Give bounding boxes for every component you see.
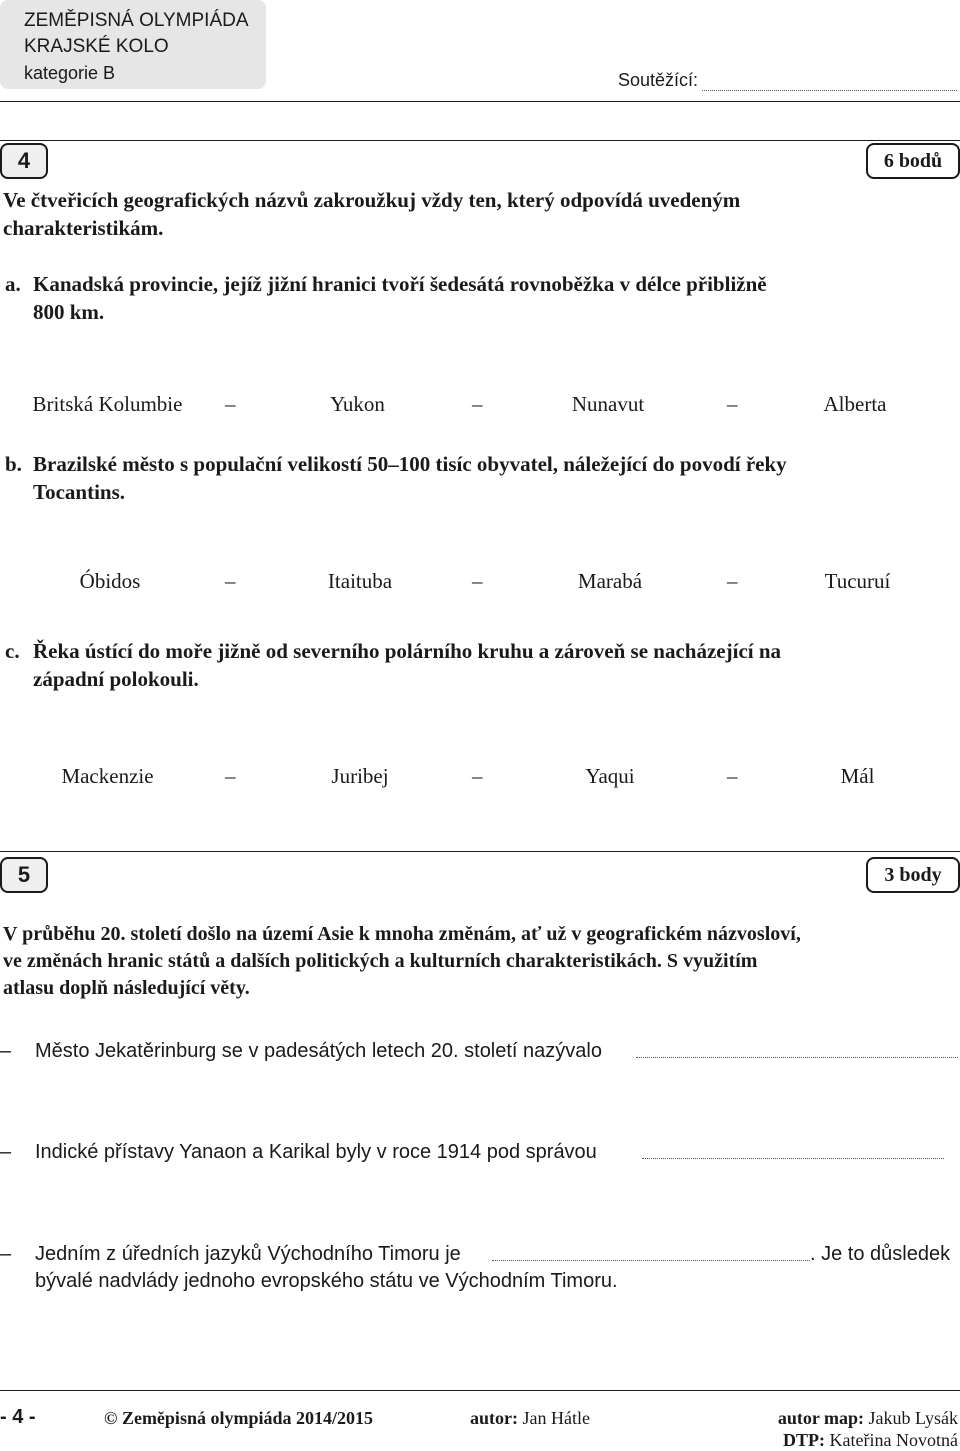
task4a-dash-1: – bbox=[225, 392, 236, 416]
task4c-text-1: Řeka ústící do moře jižně od severního polárního kruhu a zároveň se nacházející na bbox=[33, 639, 782, 663]
task4b-dash-3: – bbox=[727, 569, 738, 593]
task4b-option-2[interactable]: Itaituba bbox=[327, 569, 393, 593]
task4-rule bbox=[0, 140, 960, 141]
task4a-option-3[interactable]: Nunavut bbox=[571, 392, 645, 416]
task5-number: 5 bbox=[0, 857, 48, 893]
footer-maps-author: Jakub Lysák bbox=[868, 1408, 958, 1428]
task5-points: 3 body bbox=[866, 857, 960, 893]
task4b-option-4[interactable]: Tucuruí bbox=[824, 569, 891, 593]
task5-item1-answer-field[interactable] bbox=[636, 1057, 958, 1058]
task4-instruction-2: charakteristikám. bbox=[3, 216, 164, 240]
task4a-text-1: Kanadská provincie, jejíž jižní hranici tvoří šedesátá rovnoběžka v délce přibližně bbox=[33, 272, 767, 296]
task5-rule bbox=[0, 851, 960, 852]
task4b-text-1: Brazilské město s populační velikostí 50–100 tisíc obyvatel, náležející do povodí řeky bbox=[33, 452, 787, 476]
task4c-dash-2: – bbox=[472, 764, 483, 788]
task4a-dash-2: – bbox=[472, 392, 483, 416]
task5-item2-dash: – bbox=[0, 1141, 12, 1163]
task4c-marker: c. bbox=[5, 639, 20, 663]
task5-item2-text: Indické přístavy Yanaon a Karikal byly v roce 1914 pod správou bbox=[35, 1141, 597, 1163]
task4-instruction-1: Ve čtveřicích geografických názvů zakroužkuj vždy ten, který odpovídá uvedeným bbox=[3, 188, 741, 212]
task5-item3-answer-field[interactable] bbox=[492, 1260, 810, 1261]
competitor-label: Soutěžící: bbox=[618, 70, 699, 90]
task4c-option-2[interactable]: Juribej bbox=[331, 764, 389, 788]
task4b-option-3[interactable]: Marabá bbox=[577, 569, 643, 593]
task4-number: 4 bbox=[0, 143, 48, 179]
task5-instruction-3: atlasu doplň následující věty. bbox=[3, 977, 250, 999]
task4c-option-1[interactable]: Mackenzie bbox=[61, 764, 154, 788]
task4c-option-4[interactable]: Mál bbox=[840, 764, 875, 788]
task4a-dash-3: – bbox=[727, 392, 738, 416]
header-title: ZEMĚPISNÁ OLYMPIÁDA bbox=[24, 10, 249, 31]
task4c-dash-3: – bbox=[727, 764, 738, 788]
footer-author-name: Jan Hátle bbox=[522, 1408, 590, 1428]
task5-item1-text: Město Jekatěrinburg se v padesátých letech 20. století nazývalo bbox=[35, 1040, 602, 1062]
header-rule bbox=[0, 101, 960, 102]
footer-dtp-author: Kateřina Novotná bbox=[829, 1430, 958, 1450]
competitor-name-field[interactable] bbox=[702, 90, 957, 91]
task4b-text-2: Tocantins. bbox=[33, 480, 126, 504]
task4a-text-2: 800 km. bbox=[33, 300, 105, 324]
task4a-option-1[interactable]: Britská Kolumbie bbox=[32, 392, 183, 416]
task4b-dash-1: – bbox=[225, 569, 236, 593]
task4a-option-4[interactable]: Alberta bbox=[823, 392, 887, 416]
task4a-option-2[interactable]: Yukon bbox=[330, 392, 385, 416]
task4c-dash-1: – bbox=[225, 764, 236, 788]
task4b-dash-2: – bbox=[472, 569, 483, 593]
footer-maps-label: autor map: bbox=[777, 1408, 864, 1428]
task5-instruction-1: V průběhu 20. století došlo na území Asie k mnoha změnám, ať už v geografickém názvosloví, bbox=[3, 923, 801, 945]
footer-author bbox=[470, 1408, 590, 1429]
task4b-option-1[interactable]: Óbidos bbox=[79, 569, 141, 593]
task4b-marker: b. bbox=[5, 452, 22, 476]
task4-points: 6 bodů bbox=[866, 143, 960, 179]
task5-instruction-2: ve změnách hranic států a dalších politických a kulturních charakteristikách. S využitím bbox=[3, 950, 758, 972]
footer-dtp bbox=[783, 1430, 958, 1451]
footer-maps bbox=[778, 1408, 958, 1429]
footer-copyright: © Zeměpisná olympiáda 2014/2015 bbox=[104, 1408, 373, 1428]
task4c-text-2: západní polokouli. bbox=[33, 667, 199, 691]
task5-item1-dash: – bbox=[0, 1040, 12, 1062]
task5-item3-after: . Je to důsledek bbox=[810, 1243, 951, 1265]
task5-item3-line2: bývalé nadvlády jednoho evropského státu ve Východním Timoru. bbox=[35, 1270, 618, 1292]
task4a-marker: a. bbox=[5, 272, 21, 296]
footer-author-label: autor: bbox=[470, 1408, 518, 1428]
footer-rule bbox=[0, 1390, 960, 1391]
task5-item3-dash: – bbox=[0, 1243, 12, 1265]
header-round: KRAJSKÉ KOLO bbox=[24, 36, 169, 57]
task5-item2-answer-field[interactable] bbox=[642, 1158, 944, 1159]
header-category: kategorie B bbox=[24, 63, 116, 83]
task4c-option-3[interactable]: Yaqui bbox=[585, 764, 635, 788]
task5-item3-text: Jedním z úředních jazyků Východního Timoru je bbox=[35, 1243, 461, 1265]
page-number: - 4 - bbox=[0, 1406, 36, 1428]
footer-dtp-label: DTP: bbox=[783, 1430, 826, 1450]
